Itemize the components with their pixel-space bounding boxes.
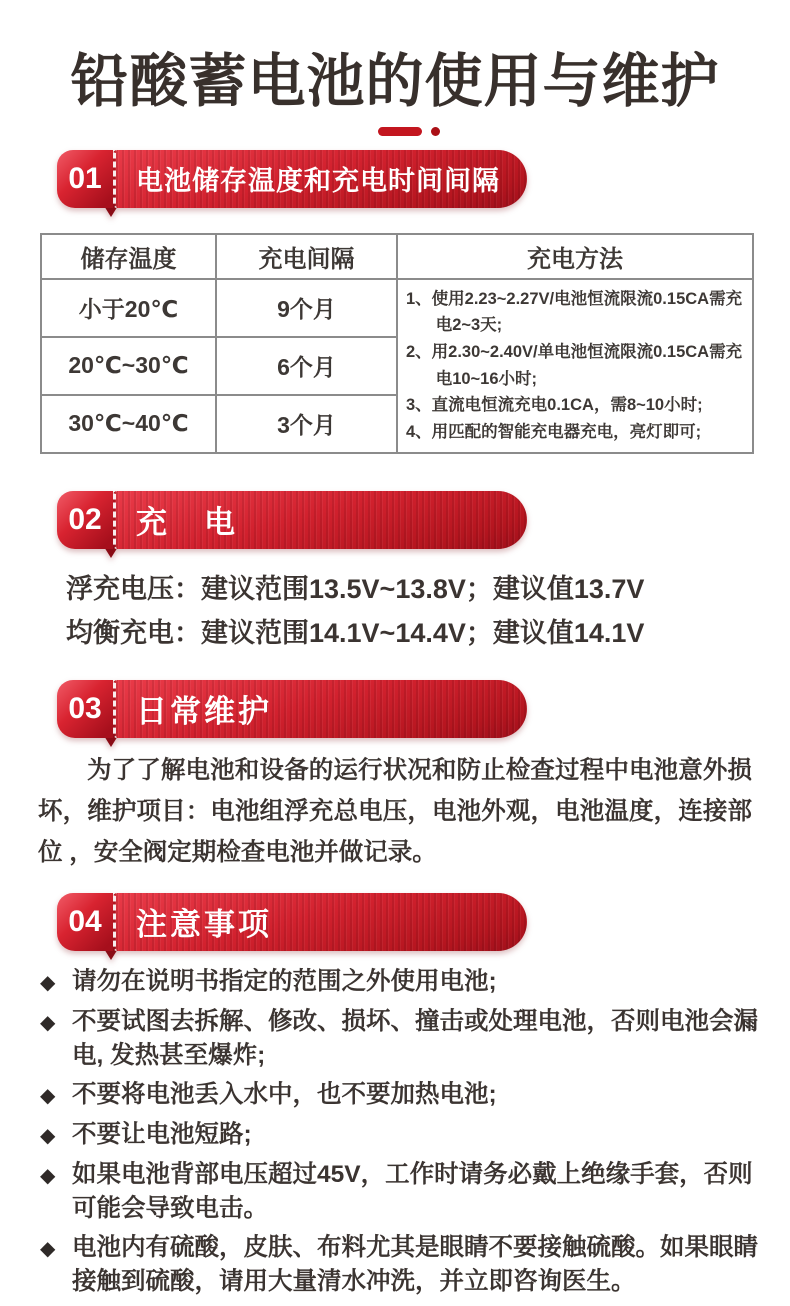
diamond-bullet-icon: ◆: [40, 971, 56, 994]
notice-item: [40, 1078, 762, 1113]
table-cell-interval: 3个月: [216, 395, 397, 453]
maintenance-paragraph: 为了了解电池和设备的运行状况和防止检查过程中电池意外损坏，维护项目：电池组浮充总电压，电池外观，电池温度，连接部位 ，安全阀定期检查电池并做记录。: [38, 756, 752, 866]
notice-item: [40, 1158, 762, 1226]
section-title: 充 电: [113, 491, 527, 549]
accent-dash-icon: [378, 127, 422, 136]
diamond-bullet-icon: ◆: [40, 1124, 56, 1147]
section-banner-04: [57, 893, 527, 951]
charging-line-equalize: 均衡充电：建议范围14.1V~14.4V；建议值14.1V: [66, 617, 645, 648]
table-row: [41, 279, 753, 337]
table-header-cell: 储存温度: [41, 234, 216, 279]
notice-text: 电池内有硫酸，皮肤、布料尤其是眼睛不要接触硫酸。如果眼睛接触到硫酸，请用大量清水冲洗，并立即咨询医生。: [72, 1233, 758, 1295]
charging-info: [66, 567, 790, 655]
notice-text: 不要将电池丢入水中，也不要加热电池;: [72, 1080, 497, 1108]
table-cell-interval: 9个月: [216, 279, 397, 337]
table-cell-temperature: 20℃~30℃: [41, 337, 216, 395]
notice-text: 请勿在说明书指定的范围之外使用电池;: [72, 967, 497, 995]
notice-text: 如果电池背部电压超过45V，工作时请务必戴上绝缘手套，否则可能会导致电击。: [72, 1160, 753, 1222]
notice-item: [40, 1005, 762, 1073]
section-banner-03: [57, 680, 527, 738]
diamond-bullet-icon: ◆: [40, 1084, 56, 1107]
table-cell-temperature: 小于20℃: [41, 279, 216, 337]
diamond-bullet-icon: ◆: [40, 1237, 56, 1260]
section-title: 日常维护: [113, 680, 527, 738]
page-header: [0, 0, 790, 136]
notice-item: [40, 1231, 762, 1299]
table-cell-interval: 6个月: [216, 337, 397, 395]
page-title: 铅酸蓄电池的使用与维护: [70, 49, 720, 114]
method-line: 4、用匹配的智能充电器充电，亮灯即可;: [406, 423, 702, 442]
notice-item: [40, 1118, 762, 1153]
section-banner-02: [57, 491, 527, 549]
table-header-cell: 充电方法: [397, 234, 753, 279]
section-number: 03: [57, 680, 113, 738]
section-title: 注意事项: [113, 893, 527, 951]
accent-dot-icon: [431, 127, 440, 136]
method-line: 3、直流电恒流充电0.1CA，需8~10小时;: [406, 396, 703, 415]
table-header-cell: 充电间隔: [216, 234, 397, 279]
section-number: 01: [57, 150, 113, 208]
section-title: 电池储存温度和充电时间间隔: [113, 150, 527, 208]
table-cell-methods: [397, 279, 753, 453]
title-accent: [28, 127, 790, 136]
section-banner-01: [57, 150, 527, 208]
charging-line-float: 浮充电压：建议范围13.5V~13.8V；建议值13.7V: [66, 573, 645, 604]
method-line: 2、用2.30~2.40V/单电池恒流限流0.15CA需充电10~16小时;: [406, 342, 743, 388]
notice-text: 不要试图去拆解、修改、损坏、撞击或处理电池，否则电池会漏电, 发热甚至爆炸;: [72, 1007, 758, 1069]
method-line: 1、使用2.23~2.27V/电池恒流限流0.15CA需充电2~3天;: [406, 289, 743, 335]
table-cell-temperature: 30℃~40℃: [41, 395, 216, 453]
notice-item: [40, 965, 762, 1000]
notice-text: 不要让电池短路;: [72, 1120, 252, 1148]
section-number: 04: [57, 893, 113, 951]
notices-list: [40, 965, 762, 1299]
table-header-row: [41, 234, 753, 279]
storage-temperature-table: [40, 233, 754, 454]
diamond-bullet-icon: ◆: [40, 1011, 56, 1034]
section-number: 02: [57, 491, 113, 549]
diamond-bullet-icon: ◆: [40, 1164, 56, 1187]
